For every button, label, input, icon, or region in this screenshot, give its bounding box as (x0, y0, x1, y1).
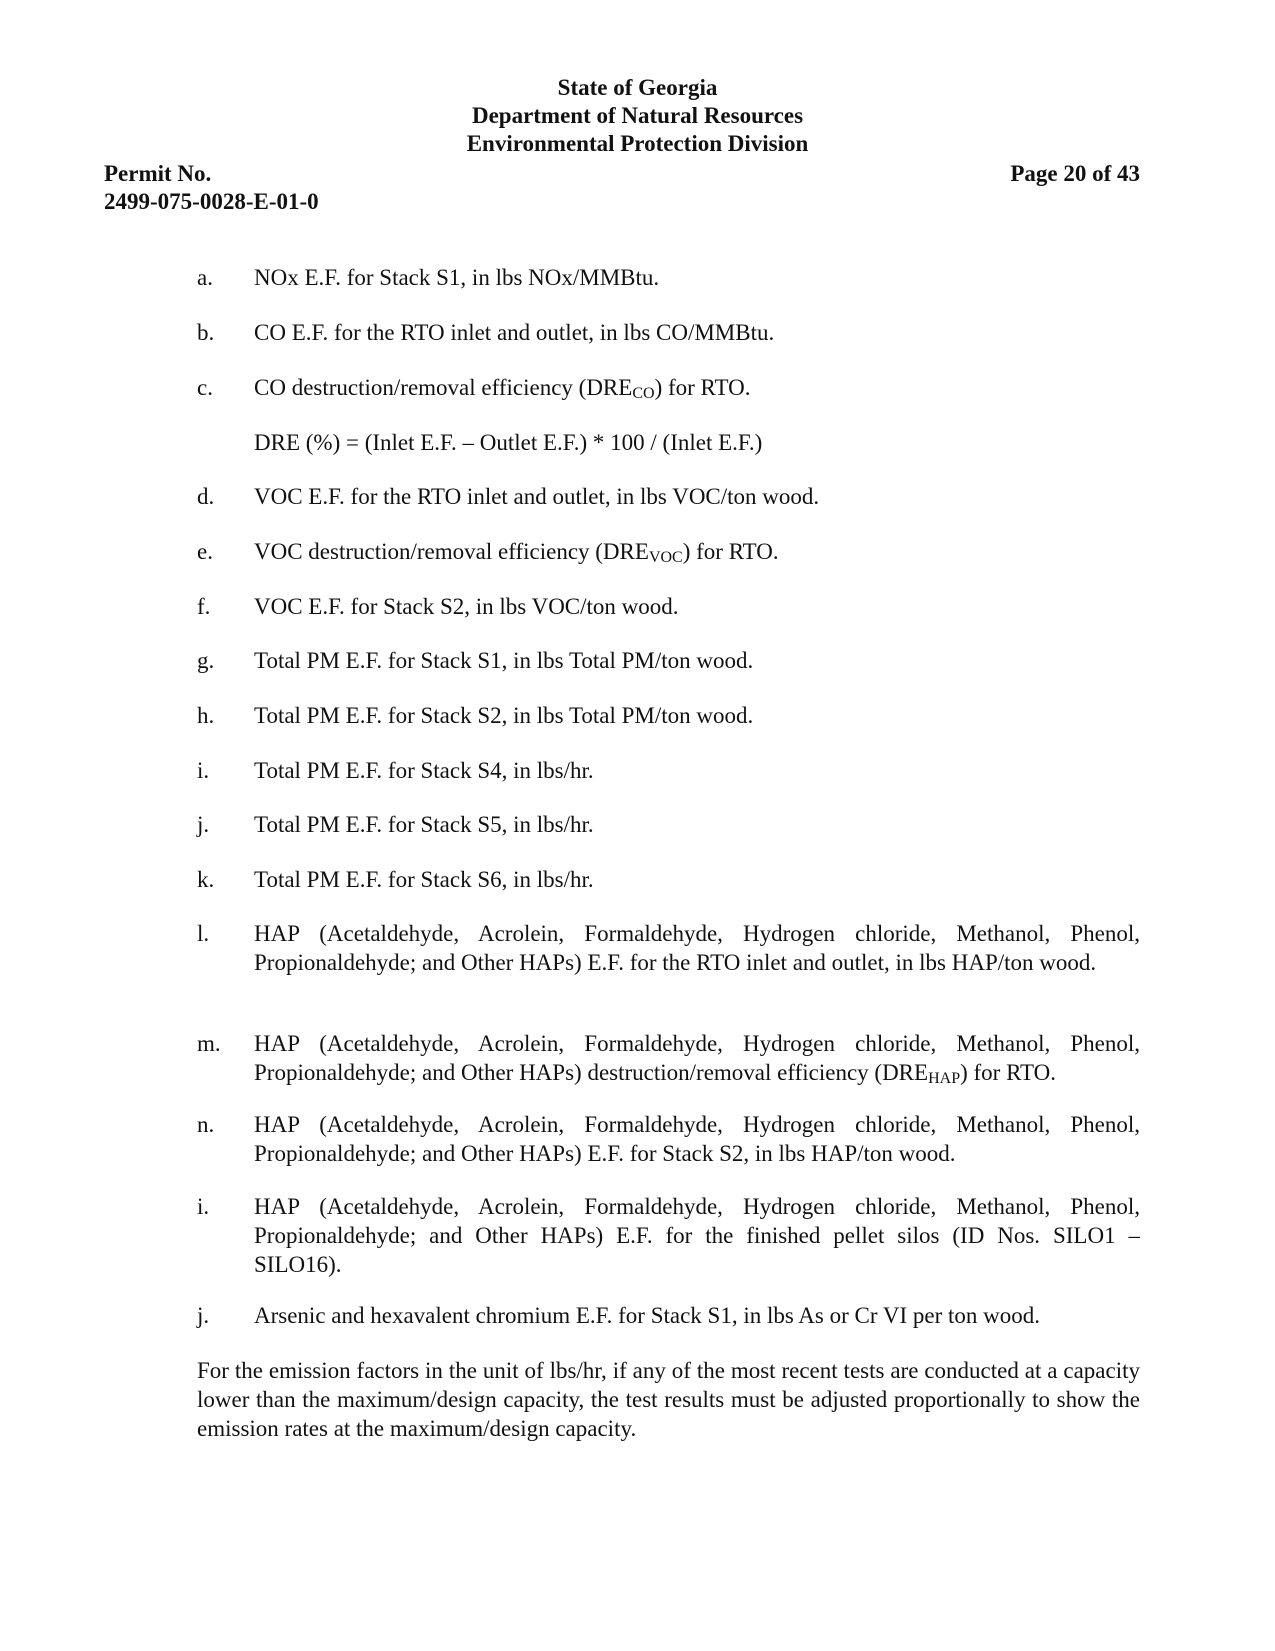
permit-label: Permit No. (104, 161, 212, 186)
text-segment: ) for RTO. (682, 539, 779, 564)
list-item-text: VOC E.F. for Stack S2, in lbs VOC/ton wood. (254, 594, 679, 619)
text-segment: ) for RTO. (654, 375, 751, 400)
text-segment: HAP (Acetaldehyde, Acrolein, Formaldehyde, Hydrogen chloride, Methanol, Phenol, Propionaldehyde; and Other HAPs) destruction/removal efficiency (DRE (254, 1031, 1140, 1085)
subscript: HAP (928, 1070, 961, 1087)
list-item-text: Total PM E.F. for Stack S1, in lbs Total PM/ton wood. (254, 648, 754, 673)
list-item-text: NOx E.F. for Stack S1, in lbs NOx/MMBtu. (254, 265, 660, 290)
formula-text: DRE (%) = (Inlet E.F. – Outlet E.F.) * 100 / (Inlet E.F.) (254, 430, 763, 455)
list-item-text: HAP (Acetaldehyde, Acrolein, Formaldehyde, Hydrogen chloride, Methanol, Phenol, Propionaldehyde; and Other HAPs) E.F. for Stack S2, in lbs HAP/ton wood. (254, 1112, 1140, 1166)
list-item-text: HAP (Acetaldehyde, Acrolein, Formaldehyde, Hydrogen chloride, Methanol, Phenol, Propionaldehyde; and Other HAPs) E.F. for the RTO inlet and outlet, in lbs HAP/ton wood. (254, 921, 1140, 975)
list-item-label: g. (197, 648, 215, 673)
list-item-text (254, 537, 1140, 566)
header-state: State of Georgia (557, 75, 718, 100)
list-item-i (197, 756, 1140, 785)
list-item-b (197, 318, 1140, 347)
permit-number: 2499-075-0028-E-01-0 (104, 189, 319, 214)
list-item-text: Total PM E.F. for Stack S2, in lbs Total PM/ton wood. (254, 703, 754, 728)
list-item-f (197, 592, 1140, 621)
list-item-label: a. (197, 265, 213, 290)
permit-block (104, 160, 319, 216)
list-item-label: b. (197, 320, 215, 345)
dre-formula (197, 428, 1140, 457)
list-item-text: Total PM E.F. for Stack S4, in lbs/hr. (254, 758, 594, 783)
text-segment: CO destruction/removal efficiency (DRE (254, 375, 633, 400)
list-item-label: k. (197, 867, 215, 892)
list-item-label: d. (197, 484, 215, 509)
list-item-n (197, 1110, 1140, 1168)
list-item-label: i. (197, 1194, 210, 1219)
list-item-d (197, 482, 1140, 511)
list-item-label: n. (197, 1112, 215, 1137)
list-item-k (197, 865, 1140, 894)
list-item-label: m. (197, 1031, 221, 1056)
list-item-text: CO E.F. for the RTO inlet and outlet, in lbs CO/MMBtu. (254, 320, 775, 345)
list-item-label: e. (197, 539, 213, 564)
subscript: VOC (648, 549, 683, 566)
list-item-text: VOC E.F. for the RTO inlet and outlet, in lbs VOC/ton wood. (254, 484, 820, 509)
agency-header (0, 74, 1275, 158)
list-item-i-second (197, 1192, 1140, 1279)
list-item-l (197, 919, 1140, 977)
text-segment: VOC destruction/removal efficiency (DRE (254, 539, 649, 564)
list-item-g (197, 646, 1140, 675)
subscript: CO (632, 385, 655, 402)
text-segment: ) for RTO. (960, 1060, 1057, 1085)
list-item-text: HAP (Acetaldehyde, Acrolein, Formaldehyde, Hydrogen chloride, Methanol, Phenol, Propionaldehyde; and Other HAPs) E.F. for the finished pellet silos (ID Nos. SILO1 – SILO16). (254, 1194, 1140, 1277)
list-item-m (197, 1029, 1140, 1087)
list-item-text (254, 1029, 1140, 1087)
closing-paragraph: For the emission factors in the unit of lbs/hr, if any of the most recent tests are conducted at a capacity lower than the maximum/design capacity, the test results must be adjusted proportionally to show the emission rates at the maximum/design capacity. (197, 1358, 1140, 1441)
list-item-label: j. (197, 812, 210, 837)
list-item-h (197, 701, 1140, 730)
list-item-text: Total PM E.F. for Stack S6, in lbs/hr. (254, 867, 594, 892)
header-division: Environmental Protection Division (466, 131, 809, 156)
list-item-text: Arsenic and hexavalent chromium E.F. for Stack S1, in lbs As or Cr VI per ton wood. (254, 1303, 1040, 1328)
list-item-text (254, 373, 1140, 402)
list-item-j (197, 810, 1140, 839)
list-item-label: c. (197, 375, 213, 400)
list-item-label: i. (197, 758, 210, 783)
list-item-label: f. (197, 594, 211, 619)
list-item-label: l. (197, 921, 210, 946)
header-department: Department of Natural Resources (471, 103, 804, 128)
page-number: Page 20 of 43 (1010, 161, 1140, 186)
list-item-c (197, 373, 1140, 402)
list-item-label: j. (197, 1303, 210, 1328)
list-item-text: Total PM E.F. for Stack S5, in lbs/hr. (254, 812, 594, 837)
list-item-e (197, 537, 1140, 566)
list-item-j-second (197, 1301, 1140, 1330)
list-item-label: h. (197, 703, 215, 728)
list-item-a (197, 263, 1140, 292)
